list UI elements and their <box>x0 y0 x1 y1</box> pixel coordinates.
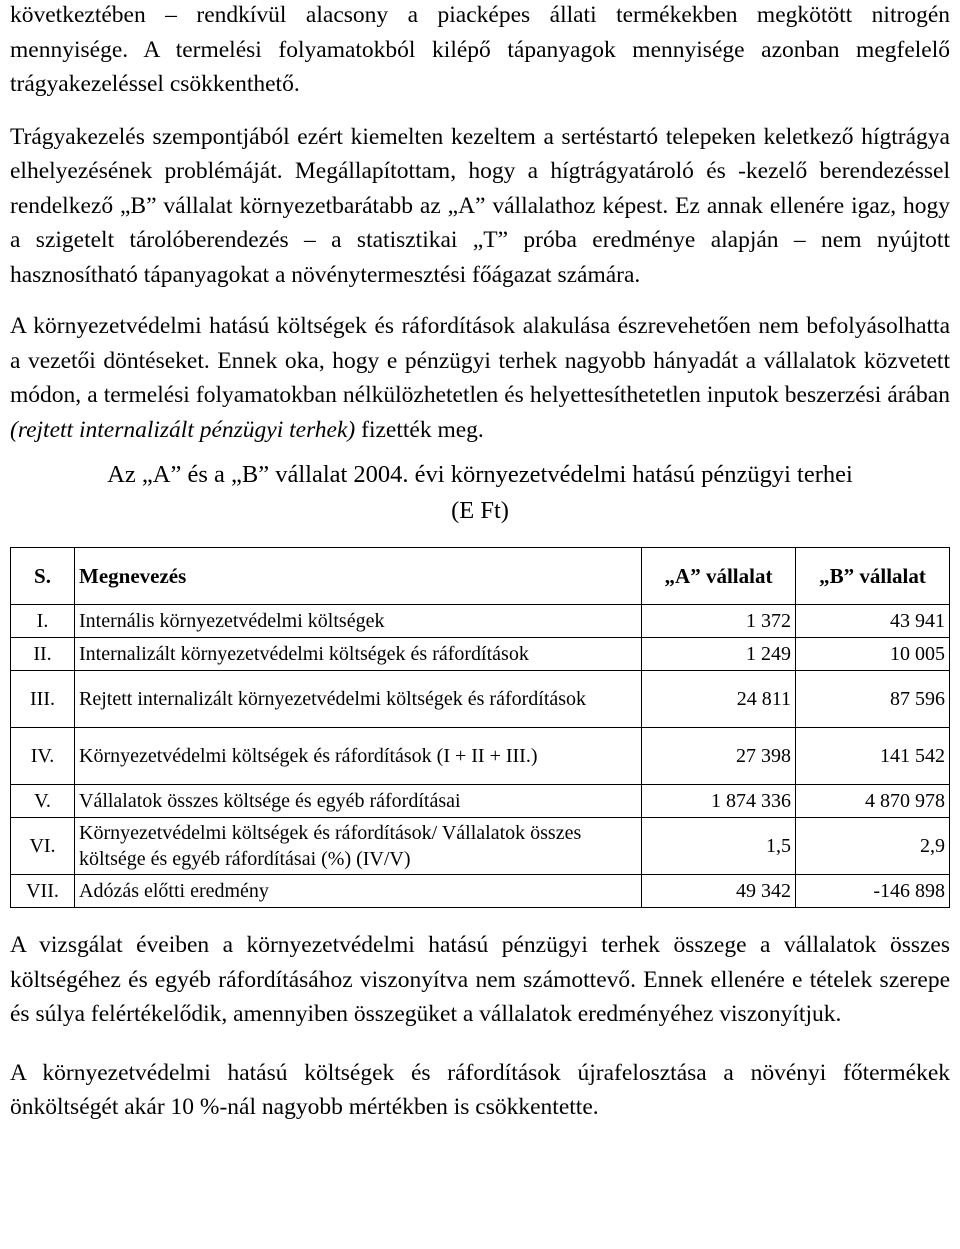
row-value-a: 27 398 <box>642 728 796 785</box>
table-header-row <box>11 548 950 605</box>
table-row <box>11 605 950 638</box>
row-value-b: 4 870 978 <box>796 785 950 818</box>
table-caption-title: Az „A” és a „B” vállalat 2004. évi környezetvédelmi hatású pénzügyi terhei <box>107 461 853 488</box>
row-value-b: 87 596 <box>796 671 950 728</box>
table-row <box>11 638 950 671</box>
row-name: Környezetvédelmi költségek és ráfordítások/ Vállalatok összes költsége és egyéb ráfordításai (%) (IV/V) <box>75 818 642 875</box>
row-value-a: 1 249 <box>642 638 796 671</box>
row-number: VII. <box>11 875 75 908</box>
header-name: Megnevezés <box>75 548 642 605</box>
table-row <box>11 875 950 908</box>
table-caption <box>10 457 950 529</box>
row-name: Rejtett internalizált környezetvédelmi költségek és ráfordítások <box>75 671 642 728</box>
paragraph-3-end: fizették meg. <box>355 416 484 443</box>
paragraph-3-text: A környezetvédelmi hatású költségek és ráfordítások alakulása észrevehetően nem befolyásolhatta a vezetői döntéseket. Ennek oka, hogy e pénzügyi terhek nagyobb hányadát a vállalatok közvetett módon, a termelési folyamatokban nélkülözhetetlen és helyettesíthetetlen inputok beszerzési árában <box>10 313 950 408</box>
row-value-a: 49 342 <box>642 875 796 908</box>
row-value-a: 1,5 <box>642 818 796 875</box>
table-row <box>11 671 950 728</box>
row-value-a: 24 811 <box>642 671 796 728</box>
costs-table <box>10 547 950 908</box>
document-page <box>10 0 950 1125</box>
row-value-b: 10 005 <box>796 638 950 671</box>
table-row <box>11 818 950 875</box>
header-s: S. <box>11 548 75 605</box>
row-name: Adózás előtti eredmény <box>75 875 642 908</box>
row-value-b: 141 542 <box>796 728 950 785</box>
row-name: Környezetvédelmi költségek és ráfordítások (I + II + III.) <box>75 728 642 785</box>
row-number: VI. <box>11 818 75 875</box>
paragraph-2: Trágyakezelés szempontjából ezért kiemelten kezeltem a sertéstartó telepeken keletkező hígtrágya elhelyezésének problémáját. Megállapítottam, hogy a hígtrágyatároló és -kezelő berendezéssel rendelkező „B” vállalat környezetbarátabb az „A” vállalathoz képest. Ez annak ellenére igaz, hogy a szigetelt tárolóberendezés – a statisztikai „T” próba eredménye alapján – nem nyújtott hasznosítható tápanyagokat a növénytermesztési főágazat számára. <box>10 123 950 288</box>
table-row <box>11 728 950 785</box>
row-number: V. <box>11 785 75 818</box>
paragraph-4: A vizsgálat éveiben a környezetvédelmi hatású pénzügyi terhek összege a vállalatok összes költségéhez és egyéb ráfordításához viszonyítva nem számottevő. Ennek ellenére e tételek szerepe és súlya felértékelődik, amennyiben összegüket a vállalatok eredményéhez viszonyítjuk. <box>10 932 950 1027</box>
paragraph-3 <box>10 309 950 447</box>
row-value-b: 43 941 <box>796 605 950 638</box>
paragraph-1: következtében – rendkívül alacsony a piacképes állati termékekben megkötött nitrogén mennyisége. A termelési folyamatokból kilépő tápanyagok mennyisége azonban megfelelő trágyakezeléssel csökkenthető. <box>10 2 950 97</box>
row-number: I. <box>11 605 75 638</box>
header-a: „A” vállalat <box>642 548 796 605</box>
table-row <box>11 785 950 818</box>
row-value-a: 1 372 <box>642 605 796 638</box>
row-name: Internális környezetvédelmi költségek <box>75 605 642 638</box>
paragraph-5: A környezetvédelmi hatású költségek és ráfordítások újrafelosztása a növényi főtermékek önköltségét akár 10 %-nál nagyobb mértékben is csökkentette. <box>10 1059 950 1120</box>
row-number: IV. <box>11 728 75 785</box>
row-value-b: -146 898 <box>796 875 950 908</box>
row-number: III. <box>11 671 75 728</box>
table-caption-unit: (E Ft) <box>451 497 509 524</box>
row-value-b: 2,9 <box>796 818 950 875</box>
paragraph-3-italic: (rejtett internalizált pénzügyi terhek) <box>10 416 356 443</box>
row-value-a: 1 874 336 <box>642 785 796 818</box>
row-number: II. <box>11 638 75 671</box>
header-b: „B” vállalat <box>796 548 950 605</box>
row-name: Internalizált környezetvédelmi költségek és ráfordítások <box>75 638 642 671</box>
row-name: Vállalatok összes költsége és egyéb ráfordításai <box>75 785 642 818</box>
